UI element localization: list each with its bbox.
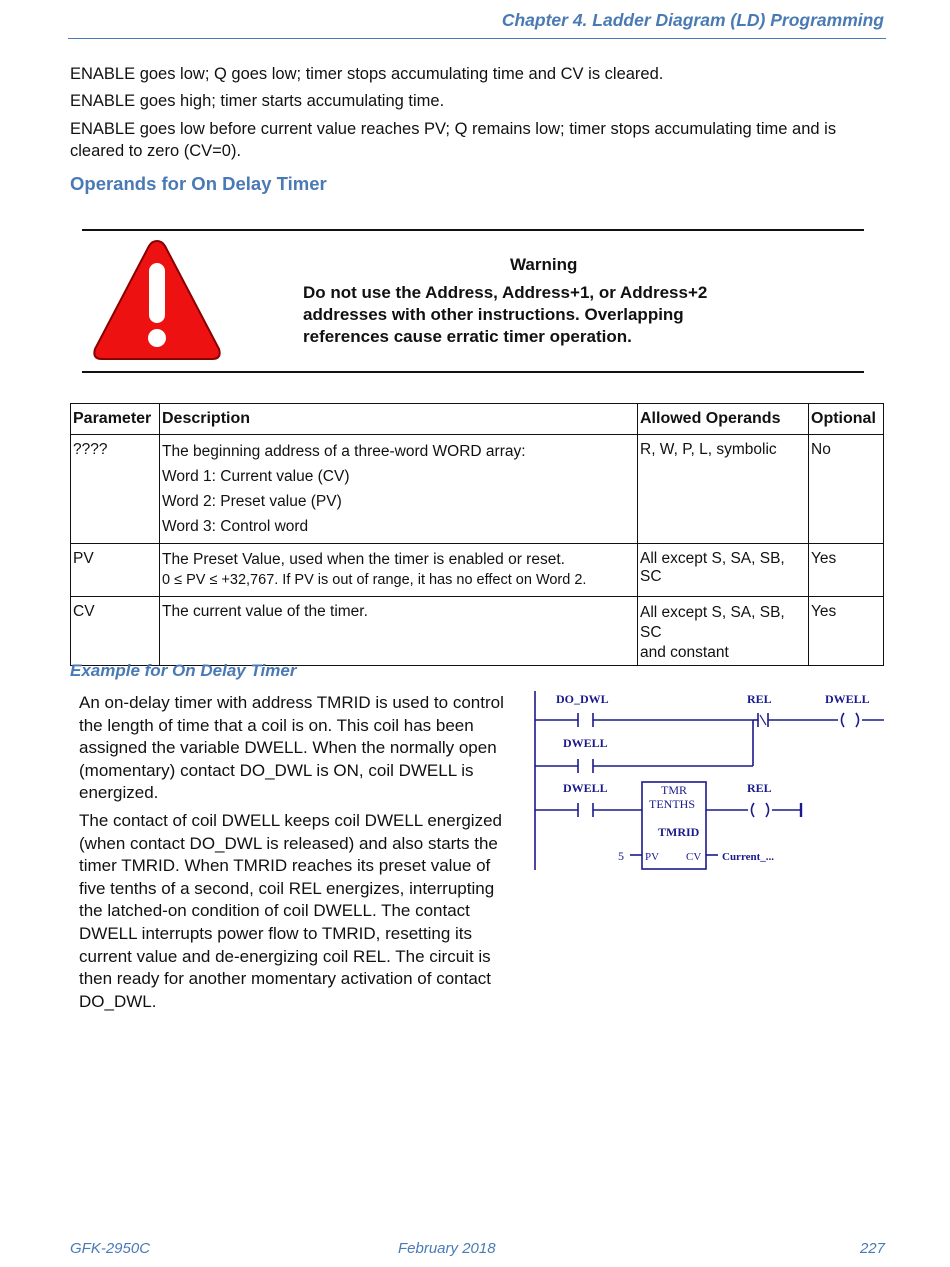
coil-rel-label: REL — [747, 781, 772, 795]
description-line-2: 0 ≤ PV ≤ +32,767. If PV is out of range, it has no effect on Word 2. — [162, 572, 587, 588]
example-paragraph-2: The contact of coil DWELL keeps coil DWELL energized (when contact DO_DWL is released) and also starts the timer TMRID. When TMRID reaches its preset value of five tenths of a second, coil REL energizes, interrupting the latched-on condition of coil DWELL. The contact DWELL interrupts power flow to TMRID, resetting its current value and de-energizing coil REL. The circuit is then ready for another momentary activation of contact DO_DWL. — [79, 811, 502, 1011]
footer-page-number: 227 — [859, 1240, 885, 1257]
cell-parameter: PV — [71, 544, 160, 597]
cell-optional: Yes — [809, 544, 884, 597]
contact-do-dwl-label: DO_DWL — [556, 692, 609, 706]
operands-line-1: All except S, SA, SB, SC — [640, 604, 785, 641]
description-line-1: The Preset Value, used when the timer is enabled or reset. — [162, 551, 565, 568]
timer-unit: TENTHS — [649, 797, 695, 811]
cell-optional: Yes — [809, 597, 884, 666]
coil-dwell-label: DWELL — [825, 692, 870, 706]
cell-parameter: ???? — [71, 435, 160, 544]
pv-value: 5 — [618, 849, 624, 863]
col-header-description: Description — [160, 404, 638, 435]
cell-operands: All except S, SA, SB, SC — [638, 544, 809, 597]
warning-icon — [92, 237, 222, 363]
cell-optional: No — [809, 435, 884, 544]
example-heading: Example for On Delay Timer — [70, 661, 297, 680]
cv-label: CV — [686, 851, 702, 863]
ladder-diagram — [528, 688, 888, 878]
timer-type: TMR — [661, 783, 688, 797]
intro-line-3: ENABLE goes low before current value reaches PV; Q remains low; timer stops accumulating time and is cleared to zero (CV=0). — [70, 120, 837, 160]
contact-dwell-label-1: DWELL — [563, 736, 608, 750]
col-header-allowed-operands: Allowed Operands — [638, 404, 809, 435]
word-1: Word 1: Current value (CV) — [162, 468, 350, 485]
contact-rel-label: REL — [747, 692, 772, 706]
operands-table — [70, 403, 884, 666]
warning-text: Do not use the Address, Address+1, or Address+2 addresses with other instructions. Overlapping references cause erratic timer operation. — [303, 283, 708, 346]
timer-address: TMRID — [658, 825, 700, 839]
warning-title: Warning — [510, 255, 578, 274]
table-row — [71, 597, 884, 666]
section-heading: Operands for On Delay Timer — [70, 173, 327, 194]
footer-date: February 2018 — [398, 1240, 496, 1257]
footer-doc-id: GFK-2950C — [70, 1240, 151, 1257]
word-3: Word 3: Control word — [162, 518, 309, 535]
warning-box — [82, 229, 864, 373]
example-paragraph-1: An on-delay timer with address TMRID is used to control the length of time that a coil is on. This coil has been assigned the variable DWELL. When the normally open (momentary) contact DO_DWL is ON, coil DWELL is energized. — [79, 693, 504, 803]
chapter-header: Chapter 4. Ladder Diagram (LD) Programming — [501, 10, 884, 30]
cell-description — [160, 544, 638, 597]
cell-description: The current value of the timer. — [160, 597, 638, 666]
description-text: The beginning address of a three-word WORD array: — [162, 443, 526, 460]
cell-operands: R, W, P, L, symbolic — [638, 435, 809, 544]
cv-output-label: Current_... — [722, 851, 775, 863]
table-header-row — [71, 404, 884, 435]
cell-parameter: CV — [71, 597, 160, 666]
col-header-parameter: Parameter — [71, 404, 160, 435]
col-header-optional: Optional — [809, 404, 884, 435]
cell-operands — [638, 597, 809, 666]
contact-dwell-label-2: DWELL — [563, 781, 608, 795]
header-rule — [68, 38, 886, 39]
intro-line-1: ENABLE goes low; Q goes low; timer stops accumulating time and CV is cleared. — [70, 65, 664, 83]
word-2: Word 2: Preset value (PV) — [162, 493, 342, 510]
table-row — [71, 435, 884, 544]
pv-label: PV — [645, 851, 660, 863]
table-row — [71, 544, 884, 597]
operands-line-2: and constant — [640, 644, 729, 661]
intro-line-2: ENABLE goes high; timer starts accumulating time. — [70, 92, 445, 110]
cell-description — [160, 435, 638, 544]
